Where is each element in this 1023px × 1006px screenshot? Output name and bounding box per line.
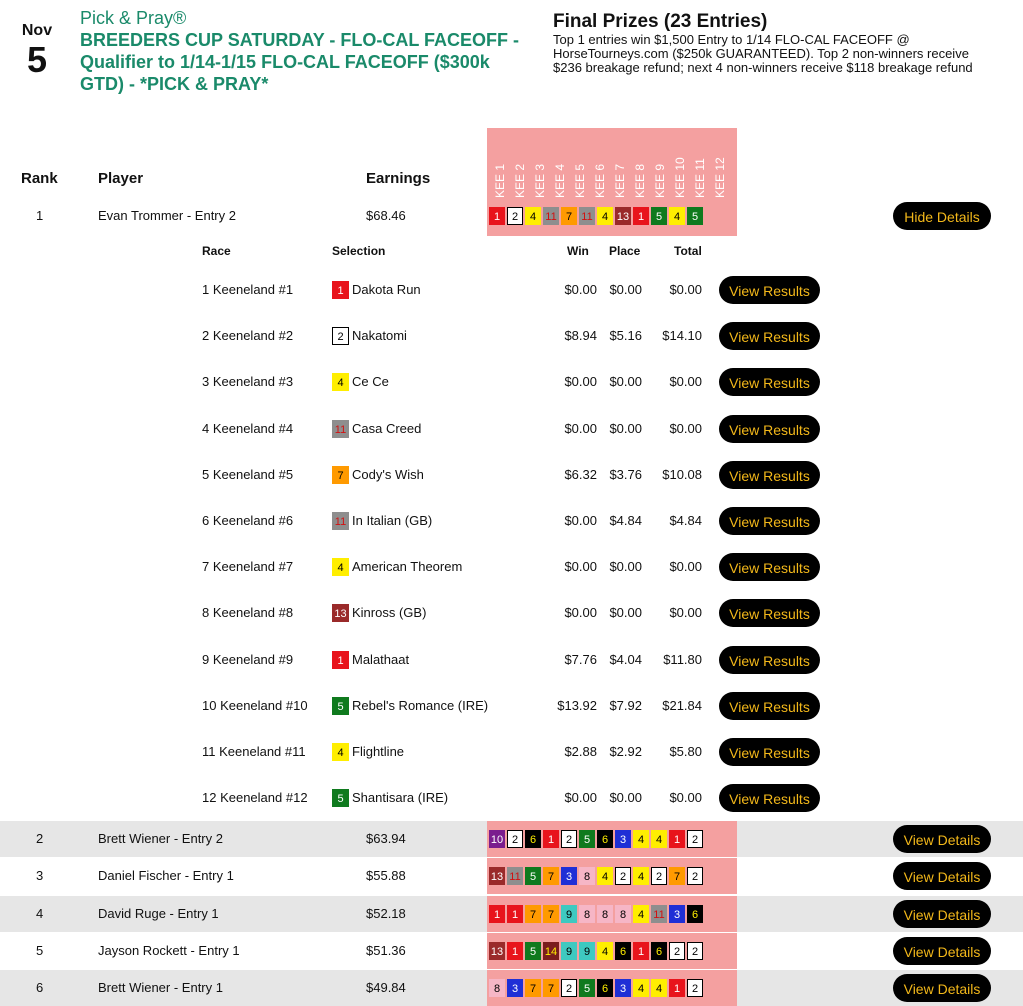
saddle-cloth: 6 bbox=[597, 979, 613, 997]
race-name: 7 Keeneland #7 bbox=[202, 559, 294, 575]
saddle-cloth: 5 bbox=[687, 207, 703, 225]
saddle-cloth: 2 bbox=[561, 979, 577, 997]
saddle-cloth: 7 bbox=[561, 207, 577, 225]
total-amount: $0.00 bbox=[669, 790, 702, 806]
player-name: Brett Wiener - Entry 2 bbox=[98, 831, 223, 846]
place-amount: $0.00 bbox=[609, 790, 642, 806]
saddle-cloth: 7 bbox=[525, 979, 541, 997]
horse-name: Kinross (GB) bbox=[352, 605, 427, 621]
saddle-cloth: 7 bbox=[543, 867, 559, 885]
saddle-cloth: 2 bbox=[669, 942, 685, 960]
picks-strip bbox=[489, 207, 703, 225]
race-header: KEE 5 bbox=[573, 163, 587, 198]
saddle-cloth: 11 bbox=[579, 207, 595, 225]
place-amount: $4.04 bbox=[609, 651, 642, 667]
detail-header-total: Total bbox=[674, 244, 702, 258]
saddle-cloth: 1 bbox=[332, 651, 349, 669]
race-name: 1 Keeneland #1 bbox=[202, 282, 294, 297]
saddle-cloth: 1 bbox=[669, 979, 685, 997]
saddle-cloth: 8 bbox=[597, 905, 613, 923]
saddle-cloth: 6 bbox=[597, 830, 613, 848]
saddle-cloth: 1 bbox=[489, 207, 505, 225]
saddle-cloth: 13 bbox=[332, 604, 349, 622]
saddle-cloth: 4 bbox=[633, 867, 649, 885]
header-player: Player bbox=[98, 170, 144, 187]
horse-name: Flightline bbox=[352, 744, 405, 759]
rank-cell: 6 bbox=[36, 980, 44, 995]
view-results-button[interactable]: View Results bbox=[719, 738, 820, 766]
saddle-cloth: 7 bbox=[543, 979, 559, 997]
total-amount: $5.80 bbox=[669, 744, 702, 759]
view-results-button[interactable]: View Results bbox=[719, 276, 820, 304]
saddle-cloth: 3 bbox=[507, 979, 523, 997]
total-amount: $4.84 bbox=[669, 513, 702, 528]
picks-strip bbox=[489, 979, 703, 997]
win-amount: $13.92 bbox=[557, 697, 597, 713]
view-results-button[interactable]: View Results bbox=[719, 553, 820, 581]
saddle-cloth: 7 bbox=[332, 466, 349, 484]
win-amount: $0.00 bbox=[564, 282, 597, 297]
table-row bbox=[0, 858, 1023, 894]
player-name: Daniel Fischer - Entry 1 bbox=[98, 868, 234, 883]
saddle-cloth: 4 bbox=[669, 207, 685, 225]
race-name: 3 Keeneland #3 bbox=[202, 374, 294, 390]
saddle-cloth: 1 bbox=[507, 942, 523, 960]
rank-cell: 5 bbox=[36, 943, 44, 958]
win-amount: $0.00 bbox=[564, 605, 597, 621]
horse-name: Cody's Wish bbox=[352, 466, 424, 482]
saddle-cloth: 1 bbox=[633, 942, 649, 960]
total-amount: $0.00 bbox=[669, 282, 702, 297]
total-amount: $21.84 bbox=[662, 697, 702, 713]
place-amount: $3.76 bbox=[609, 466, 642, 482]
detail-header-selection: Selection bbox=[332, 244, 386, 258]
detail-row bbox=[0, 683, 1023, 729]
race-name: 8 Keeneland #8 bbox=[202, 605, 294, 621]
total-amount: $0.00 bbox=[669, 605, 702, 621]
saddle-cloth: 3 bbox=[615, 830, 631, 848]
saddle-cloth: 6 bbox=[687, 905, 703, 923]
saddle-cloth: 10 bbox=[489, 830, 505, 848]
race-header: KEE 10 bbox=[673, 157, 687, 198]
player-name: David Ruge - Entry 1 bbox=[98, 906, 219, 921]
saddle-cloth: 4 bbox=[633, 830, 649, 848]
race-name: 12 Keeneland #12 bbox=[202, 790, 308, 806]
prizes-text: Top 1 entries win $1,500 Entry to 1/14 FLO-CAL FACEOFF @ HorseTourneys.com ($250k GUARANTEED). Top 2 non-winners receive $236 breakage refund; next 4 non-winners receive $118 breakage refund bbox=[553, 32, 973, 75]
saddle-cloth: 4 bbox=[651, 979, 667, 997]
saddle-cloth: 11 bbox=[543, 207, 559, 225]
detail-row bbox=[0, 267, 1023, 313]
rank-cell: 1 bbox=[36, 208, 44, 223]
total-amount: $10.08 bbox=[662, 466, 702, 482]
saddle-cloth: 4 bbox=[332, 373, 349, 391]
saddle-cloth: 8 bbox=[579, 905, 595, 923]
saddle-cloth: 3 bbox=[615, 979, 631, 997]
horse-name: Dakota Run bbox=[352, 282, 421, 297]
saddle-cloth: 9 bbox=[561, 942, 577, 960]
place-amount: $4.84 bbox=[609, 513, 642, 528]
view-results-button[interactable]: View Results bbox=[719, 461, 820, 489]
saddle-cloth: 1 bbox=[669, 830, 685, 848]
race-header: KEE 2 bbox=[513, 163, 527, 198]
saddle-cloth: 1 bbox=[489, 905, 505, 923]
table-row bbox=[0, 198, 1023, 234]
saddle-cloth: 4 bbox=[597, 867, 613, 885]
saddle-cloth: 11 bbox=[507, 867, 523, 885]
view-details-button[interactable]: View Details bbox=[893, 900, 991, 928]
detail-row bbox=[0, 590, 1023, 636]
saddle-cloth: 4 bbox=[525, 207, 541, 225]
race-name: 2 Keeneland #2 bbox=[202, 328, 294, 344]
total-amount: $14.10 bbox=[662, 328, 702, 344]
horse-name: Shantisara (IRE) bbox=[352, 790, 449, 806]
saddle-cloth: 6 bbox=[615, 942, 631, 960]
earnings-cell: $49.84 bbox=[366, 980, 406, 995]
saddle-cloth: 5 bbox=[332, 697, 349, 715]
horse-name: Casa Creed bbox=[352, 420, 422, 436]
win-amount: $8.94 bbox=[564, 328, 597, 344]
table-row bbox=[0, 933, 1023, 969]
detail-header-race: Race bbox=[202, 244, 231, 258]
player-name: Jayson Rockett - Entry 1 bbox=[98, 943, 240, 958]
win-amount: $2.88 bbox=[564, 744, 597, 759]
date-day: 5 bbox=[26, 39, 48, 80]
detail-row bbox=[0, 775, 1023, 821]
place-amount: $0.00 bbox=[609, 605, 642, 621]
detail-row bbox=[0, 498, 1023, 544]
picks-strip bbox=[489, 942, 703, 960]
race-header: KEE 7 bbox=[613, 163, 627, 198]
detail-header-win: Win bbox=[567, 244, 589, 258]
race-header: KEE 1 bbox=[493, 163, 507, 198]
saddle-cloth: 4 bbox=[597, 942, 613, 960]
horse-name: Ce Ce bbox=[352, 374, 389, 390]
detail-row bbox=[0, 452, 1023, 498]
race-name: 11 Keeneland #11 bbox=[202, 744, 306, 759]
saddle-cloth: 5 bbox=[651, 207, 667, 225]
view-results-button[interactable]: View Results bbox=[719, 646, 820, 674]
place-amount: $0.00 bbox=[609, 374, 642, 390]
contest-name: BREEDERS CUP SATURDAY - FLO-CAL FACEOFF - Qualifier to 1/14-1/15 FLO-CAL FACEOFF ($300k GTD) - *PICK & PRAY* bbox=[80, 30, 520, 94]
win-amount: $6.32 bbox=[564, 466, 597, 482]
horse-name: Nakatomi bbox=[352, 328, 407, 344]
detail-row bbox=[0, 313, 1023, 359]
picks-strip bbox=[489, 830, 703, 848]
place-amount: $5.16 bbox=[609, 328, 642, 344]
view-results-button[interactable]: View Results bbox=[719, 599, 820, 627]
saddle-cloth: 4 bbox=[633, 905, 649, 923]
saddle-cloth: 1 bbox=[543, 830, 559, 848]
place-amount: $0.00 bbox=[609, 559, 642, 575]
race-name: 10 Keeneland #10 bbox=[202, 697, 308, 713]
win-amount: $0.00 bbox=[564, 374, 597, 390]
view-details-button[interactable]: View Details bbox=[893, 974, 991, 1002]
saddle-cloth: 13 bbox=[489, 867, 505, 885]
detail-row bbox=[0, 406, 1023, 452]
saddle-cloth: 5 bbox=[525, 942, 541, 960]
saddle-cloth: 2 bbox=[332, 327, 349, 345]
race-header: KEE 3 bbox=[533, 163, 547, 198]
total-amount: $0.00 bbox=[669, 420, 702, 436]
race-header: KEE 6 bbox=[593, 163, 607, 198]
view-results-button[interactable]: View Results bbox=[719, 415, 820, 443]
race-name: 6 Keeneland #6 bbox=[202, 513, 294, 528]
contest-title bbox=[80, 7, 520, 95]
view-details-button[interactable]: View Details bbox=[893, 825, 991, 853]
date-month: Nov bbox=[21, 22, 53, 39]
view-results-button[interactable]: View Results bbox=[719, 784, 820, 812]
saddle-cloth: 13 bbox=[489, 942, 505, 960]
view-results-button[interactable]: View Results bbox=[719, 692, 820, 720]
place-amount: $0.00 bbox=[609, 420, 642, 436]
header-rank: Rank bbox=[21, 170, 58, 187]
saddle-cloth: 6 bbox=[525, 830, 541, 848]
win-amount: $0.00 bbox=[564, 559, 597, 575]
saddle-cloth: 8 bbox=[579, 867, 595, 885]
earnings-cell: $68.46 bbox=[366, 208, 406, 223]
detail-row bbox=[0, 637, 1023, 683]
saddle-cloth: 4 bbox=[651, 830, 667, 848]
saddle-cloth: 11 bbox=[651, 905, 667, 923]
saddle-cloth: 2 bbox=[687, 979, 703, 997]
hide-details-button[interactable]: Hide Details bbox=[893, 202, 991, 230]
saddle-cloth: 1 bbox=[633, 207, 649, 225]
saddle-cloth: 2 bbox=[687, 830, 703, 848]
earnings-cell: $55.88 bbox=[366, 868, 406, 883]
header-earnings: Earnings bbox=[366, 170, 431, 187]
saddle-cloth: 5 bbox=[579, 979, 595, 997]
prizes-panel bbox=[553, 11, 993, 75]
saddle-cloth: 2 bbox=[615, 867, 631, 885]
saddle-cloth: 2 bbox=[507, 830, 523, 848]
total-amount: $0.00 bbox=[669, 374, 702, 390]
detail-header-place: Place bbox=[609, 244, 641, 258]
saddle-cloth: 9 bbox=[579, 942, 595, 960]
table-row bbox=[0, 970, 1023, 1006]
saddle-cloth: 7 bbox=[669, 867, 685, 885]
table-row bbox=[0, 821, 1023, 857]
saddle-cloth: 2 bbox=[687, 867, 703, 885]
view-results-button[interactable]: View Results bbox=[719, 368, 820, 396]
place-amount: $0.00 bbox=[609, 282, 642, 297]
race-name: 5 Keeneland #5 bbox=[202, 466, 294, 482]
race-header: KEE 8 bbox=[633, 163, 647, 198]
win-amount: $0.00 bbox=[564, 790, 597, 806]
win-amount: $7.76 bbox=[564, 651, 597, 667]
saddle-cloth: 4 bbox=[597, 207, 613, 225]
saddle-cloth: 8 bbox=[489, 979, 505, 997]
view-results-button[interactable]: View Results bbox=[719, 507, 820, 535]
detail-row bbox=[0, 544, 1023, 590]
view-results-button[interactable]: View Results bbox=[719, 322, 820, 350]
place-amount: $2.92 bbox=[609, 744, 642, 759]
earnings-cell: $51.36 bbox=[366, 943, 406, 958]
player-name: Brett Wiener - Entry 1 bbox=[98, 980, 223, 995]
rank-cell: 3 bbox=[36, 868, 44, 883]
detail-row bbox=[0, 729, 1023, 775]
saddle-cloth: 3 bbox=[561, 867, 577, 885]
saddle-cloth: 5 bbox=[332, 789, 349, 807]
saddle-cloth: 3 bbox=[669, 905, 685, 923]
table-row bbox=[0, 896, 1023, 932]
race-header: KEE 4 bbox=[553, 163, 567, 198]
total-amount: $11.80 bbox=[663, 651, 702, 667]
horse-name: American Theorem bbox=[352, 559, 463, 575]
saddle-cloth: 6 bbox=[651, 942, 667, 960]
win-amount: $0.00 bbox=[564, 420, 597, 436]
saddle-cloth: 4 bbox=[332, 558, 349, 576]
total-amount: $0.00 bbox=[669, 559, 702, 575]
saddle-cloth: 4 bbox=[633, 979, 649, 997]
saddle-cloth: 5 bbox=[579, 830, 595, 848]
saddle-cloth: 1 bbox=[507, 905, 523, 923]
race-name: 9 Keeneland #9 bbox=[202, 651, 294, 667]
saddle-cloth: 2 bbox=[687, 942, 703, 960]
prizes-title: Final Prizes (23 Entries) bbox=[553, 11, 768, 32]
picks-strip bbox=[489, 905, 703, 923]
rank-cell: 4 bbox=[36, 906, 44, 921]
saddle-cloth: 5 bbox=[525, 867, 541, 885]
view-details-button[interactable]: View Details bbox=[893, 862, 991, 890]
race-header: KEE 9 bbox=[653, 163, 667, 198]
earnings-cell: $52.18 bbox=[366, 906, 406, 921]
horse-name: Rebel's Romance (IRE) bbox=[352, 697, 489, 713]
saddle-cloth: 7 bbox=[543, 905, 559, 923]
horse-name: In Italian (GB) bbox=[352, 513, 433, 528]
race-header: KEE 11 bbox=[693, 158, 707, 198]
detail-row bbox=[0, 359, 1023, 405]
saddle-cloth: 2 bbox=[561, 830, 577, 848]
horse-name: Malathaat bbox=[352, 651, 410, 667]
saddle-cloth: 8 bbox=[615, 905, 631, 923]
picks-strip bbox=[489, 867, 703, 885]
place-amount: $7.92 bbox=[609, 697, 642, 713]
saddle-cloth: 9 bbox=[561, 905, 577, 923]
saddle-cloth: 11 bbox=[332, 420, 349, 438]
contest-brand: Pick & Pray® bbox=[80, 8, 187, 28]
earnings-cell: $63.94 bbox=[366, 831, 406, 846]
race-name: 4 Keeneland #4 bbox=[202, 420, 294, 436]
race-header: KEE 12 bbox=[713, 157, 727, 198]
saddle-cloth: 11 bbox=[332, 512, 349, 530]
saddle-cloth: 2 bbox=[651, 867, 667, 885]
player-name: Evan Trommer - Entry 2 bbox=[98, 208, 236, 223]
win-amount: $0.00 bbox=[564, 513, 597, 528]
rank-cell: 2 bbox=[36, 831, 44, 846]
saddle-cloth: 4 bbox=[332, 743, 349, 761]
view-details-button[interactable]: View Details bbox=[893, 937, 991, 965]
saddle-cloth: 2 bbox=[507, 207, 523, 225]
saddle-cloth: 14 bbox=[543, 942, 559, 960]
saddle-cloth: 7 bbox=[525, 905, 541, 923]
saddle-cloth: 13 bbox=[615, 207, 631, 225]
saddle-cloth: 1 bbox=[332, 281, 349, 299]
